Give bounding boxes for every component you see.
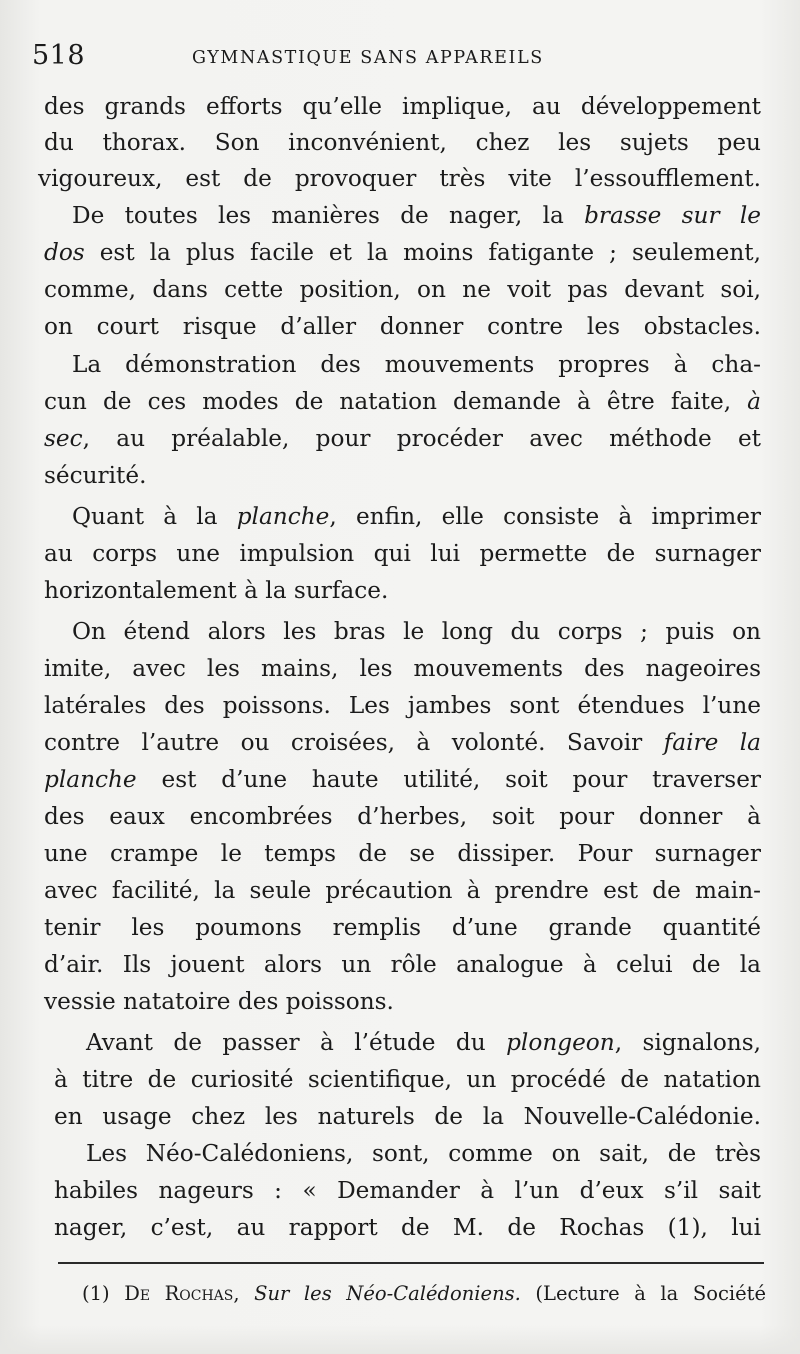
- text-line: Avant de passer à l’étude du plongeon, signalons,: [86, 1029, 761, 1056]
- text-line: sec, au préalable, pour procéder avec méthode et: [44, 425, 761, 452]
- footnote-title: Sur les Néo-Calédoniens.: [254, 1282, 521, 1305]
- text-line: On étend alors les bras le long du corps ; puis on: [72, 618, 761, 645]
- text-line: d’air. Ils jouent alors un rôle analogue à celui de la: [44, 951, 761, 978]
- text-line: contre l’autre ou croisées, à volonté. Savoir faire la: [44, 729, 761, 756]
- text-line: Quant à la planche, enfin, elle consiste à imprimer: [72, 503, 761, 530]
- text-line: habiles nageurs : « Demander à l’un d’eux s’il sait: [54, 1177, 761, 1204]
- text-line: imite, avec les mains, les mouvements des nageoires: [44, 655, 761, 682]
- running-head: [32, 40, 762, 80]
- text-line: De toutes les manières de nager, la brasse sur le: [72, 202, 761, 229]
- text-line: à titre de curiosité scientifique, un procédé de natation: [54, 1066, 761, 1093]
- text-line: du thorax. Son inconvénient, chez les sujets peu: [44, 129, 761, 156]
- text-line: dos est la plus facile et la moins fatigante ; seulement,: [44, 239, 761, 266]
- text-line: sécurité.: [44, 462, 147, 489]
- page-number: 518: [32, 40, 86, 71]
- text-line: latérales des poissons. Les jambes sont étendues l’une: [44, 692, 761, 719]
- text-line: vigoureux, est de provoquer très vite l’essoufflement.: [38, 165, 761, 192]
- text-line: nager, c’est, au rapport de M. de Rochas (1), lui: [54, 1214, 761, 1241]
- text-line: tenir les poumons remplis d’une grande quantité: [44, 914, 761, 941]
- text-line: au corps une impulsion qui lui permette de surnager: [44, 540, 761, 567]
- text-line: vessie natatoire des poissons.: [44, 988, 394, 1015]
- text-line: cun de ces modes de natation demande à être faite, à: [44, 388, 761, 415]
- running-head-title: GYMNASTIQUE SANS APPAREILS: [192, 48, 544, 68]
- text-line: Les Néo-Calédoniens, sont, comme on sait, de très: [86, 1140, 761, 1167]
- text-line: une crampe le temps de se dissiper. Pour surnager: [44, 840, 761, 867]
- text-line: des eaux encombrées d’herbes, soit pour donner à: [44, 803, 761, 830]
- footnote-rule: [58, 1262, 764, 1264]
- text-line: des grands efforts qu’elle implique, au développement: [44, 93, 761, 120]
- text-line: en usage chez les naturels de la Nouvelle-Calédonie.: [54, 1103, 761, 1130]
- text-line: horizontalement à la surface.: [44, 577, 389, 604]
- text-line: avec facilité, la seule précaution à prendre est de main-: [44, 877, 761, 904]
- footnote-marker: (1): [82, 1282, 110, 1305]
- text-line: on court risque d’aller donner contre les obstacles.: [44, 313, 761, 340]
- footnote: [82, 1281, 766, 1307]
- text-line: comme, dans cette position, on ne voit pas devant soi,: [44, 276, 761, 303]
- text-line: La démonstration des mouvements propres à cha-: [72, 351, 761, 378]
- text-line: planche est d’une haute utilité, soit pour traverser: [44, 766, 761, 793]
- footnote-rest: (Lecture à la Société: [535, 1282, 767, 1305]
- page-edge-shadow: [0, 1325, 800, 1354]
- footnote-author: De Rochas,: [124, 1282, 240, 1305]
